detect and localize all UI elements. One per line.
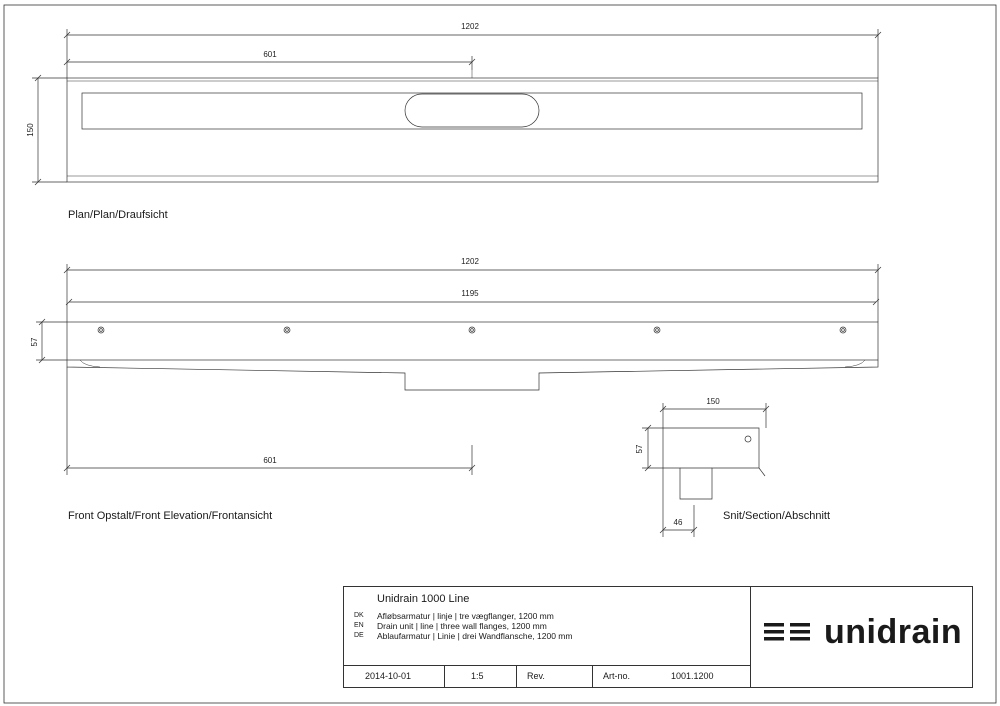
title-block	[343, 586, 973, 688]
description-list	[354, 611, 572, 641]
description-row-de	[354, 631, 572, 641]
description-text: Ablaufarmatur | Linie | drei Wandflansche, 1200 mm	[377, 631, 573, 641]
section-view-caption: Snit/Section/Abschnitt	[723, 510, 831, 522]
description-row-dk	[354, 611, 572, 621]
section-width-dimension: 150	[706, 397, 720, 406]
language-code: DK	[354, 612, 364, 619]
language-code: EN	[354, 622, 364, 629]
description-row-en	[354, 621, 572, 631]
front-view-caption: Front Opstalt/Front Elevation/Frontansicht	[68, 510, 273, 522]
scale-cell: 1:5	[445, 666, 517, 688]
unidrain-logo	[764, 607, 962, 657]
logo-wordmark: unidrain	[824, 612, 963, 651]
drawing-title: Unidrain 1000 Line	[377, 593, 470, 605]
section-outlet-dimension: 46	[673, 518, 683, 527]
front-total-dimension: 1202	[461, 257, 479, 266]
plan-half-dimension: 601	[263, 50, 277, 59]
description-text: Drain unit | line | three wall flanges, 1200 mm	[377, 621, 547, 631]
section-height-dimension: 57	[635, 444, 644, 454]
date-cell: 2014-10-01	[344, 666, 445, 688]
front-inner-dimension: 1195	[461, 289, 479, 298]
front-half-dimension: 601	[263, 456, 277, 465]
description-text: Afløbsarmatur | linje | tre vægflanger, 1200 mm	[377, 611, 554, 621]
plan-total-dimension: 1202	[461, 22, 479, 31]
article-number-label: Art-no.	[603, 671, 631, 681]
front-view	[36, 264, 881, 475]
title-block-info	[344, 587, 751, 687]
language-code: DE	[354, 632, 364, 639]
revision-cell: Rev.	[517, 666, 593, 688]
plan-width-dimension: 150	[26, 123, 35, 137]
article-number-value: 1001.1200	[671, 671, 714, 681]
plan-view	[32, 29, 881, 185]
title-block-footer	[344, 665, 750, 688]
article-number-cell	[593, 666, 750, 688]
front-height-dimension: 57	[30, 337, 39, 347]
plan-view-caption: Plan/Plan/Draufsicht	[68, 209, 168, 221]
unidrain-bars-logo-icon	[764, 621, 812, 643]
